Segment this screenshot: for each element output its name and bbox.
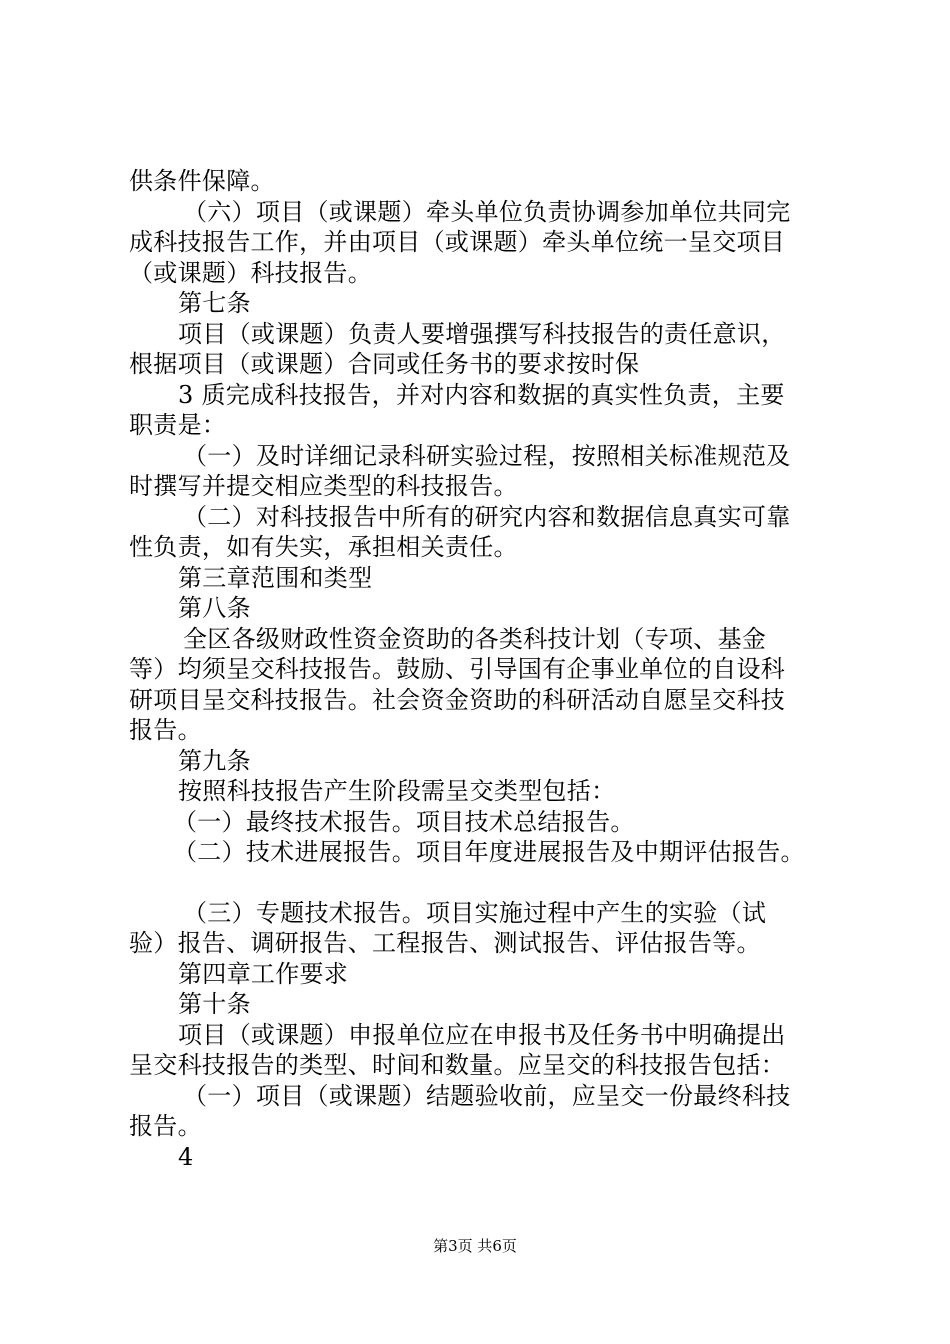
text-line: （一）项目（或课题）结题验收前，应呈交一份最终科技 [183, 1081, 791, 1110]
text-line: （一）最终技术报告。项目技术总结报告。 [173, 807, 635, 836]
paragraph-gap [129, 868, 849, 898]
text-line: 3 质完成科技报告，并对内容和数据的真实性负责，主要 [178, 380, 785, 409]
text-line: 成科技报告工作，并由项目（或课题）牵头单位统一呈交项目 [129, 228, 786, 256]
text-line: 根据项目（或课题）合同或任务书的要求按时保 [129, 350, 640, 378]
article-heading: 第十条 [178, 990, 251, 1018]
text-line: 全区各级财政性资金资助的各类科技计划（专项、基金 [183, 624, 767, 653]
text-line: （二）技术进展报告。项目年度进展报告及中期评估报告。 [173, 838, 805, 866]
text-line: 研项目呈交科技报告。社会资金资助的科研活动自愿呈交科技 [129, 685, 786, 714]
text-line: 呈交科技报告的类型、时间和数量。应呈交的科技报告包括： [129, 1051, 786, 1079]
text-line: 报告。 [129, 716, 202, 744]
text-line: 时撰写并提交相应类型的科技报告。 [129, 472, 518, 500]
page-footer: 第3页 共6页 [433, 1237, 517, 1255]
chapter-heading: 第四章工作要求 [178, 959, 349, 988]
article-heading: 第七条 [178, 289, 251, 317]
page-number-inline: 4 [178, 1142, 194, 1171]
article-heading: 第九条 [178, 746, 251, 775]
document-body [129, 166, 849, 1172]
text-line: 性负责，如有失实，承担相关责任。 [129, 533, 518, 561]
text-line: （一）及时详细记录科研实验过程，按照相关标准规范及 [183, 441, 791, 470]
text-line: 项目（或课题）负责人要增强撰写科技报告的责任意识， [178, 319, 786, 348]
text-line: 报告。 [129, 1112, 202, 1140]
text-line: 等）均须呈交科技报告。鼓励、引导国有企事业单位的自设科 [129, 655, 786, 683]
text-line: （三）专题技术报告。项目实施过程中产生的实验（试 [183, 898, 767, 927]
text-line: 供条件保障。 [129, 167, 275, 195]
text-line: 验）报告、调研报告、工程报告、测试报告、评估报告等。 [129, 929, 761, 957]
text-line: （六）项目（或课题）牵头单位负责协调参加单位共同完 [183, 197, 791, 226]
chapter-heading: 第三章范围和类型 [178, 563, 373, 592]
text-line: 职责是： [129, 411, 227, 439]
text-line: 按照科技报告产生阶段需呈交类型包括： [178, 777, 616, 805]
article-heading: 第八条 [178, 594, 251, 622]
text-line: （二）对科技报告中所有的研究内容和数据信息真实可靠 [183, 502, 791, 531]
text-line: （或课题）科技报告。 [129, 258, 372, 287]
text-line: 项目（或课题）申报单位应在申报书及任务书中明确提出 [178, 1020, 786, 1049]
